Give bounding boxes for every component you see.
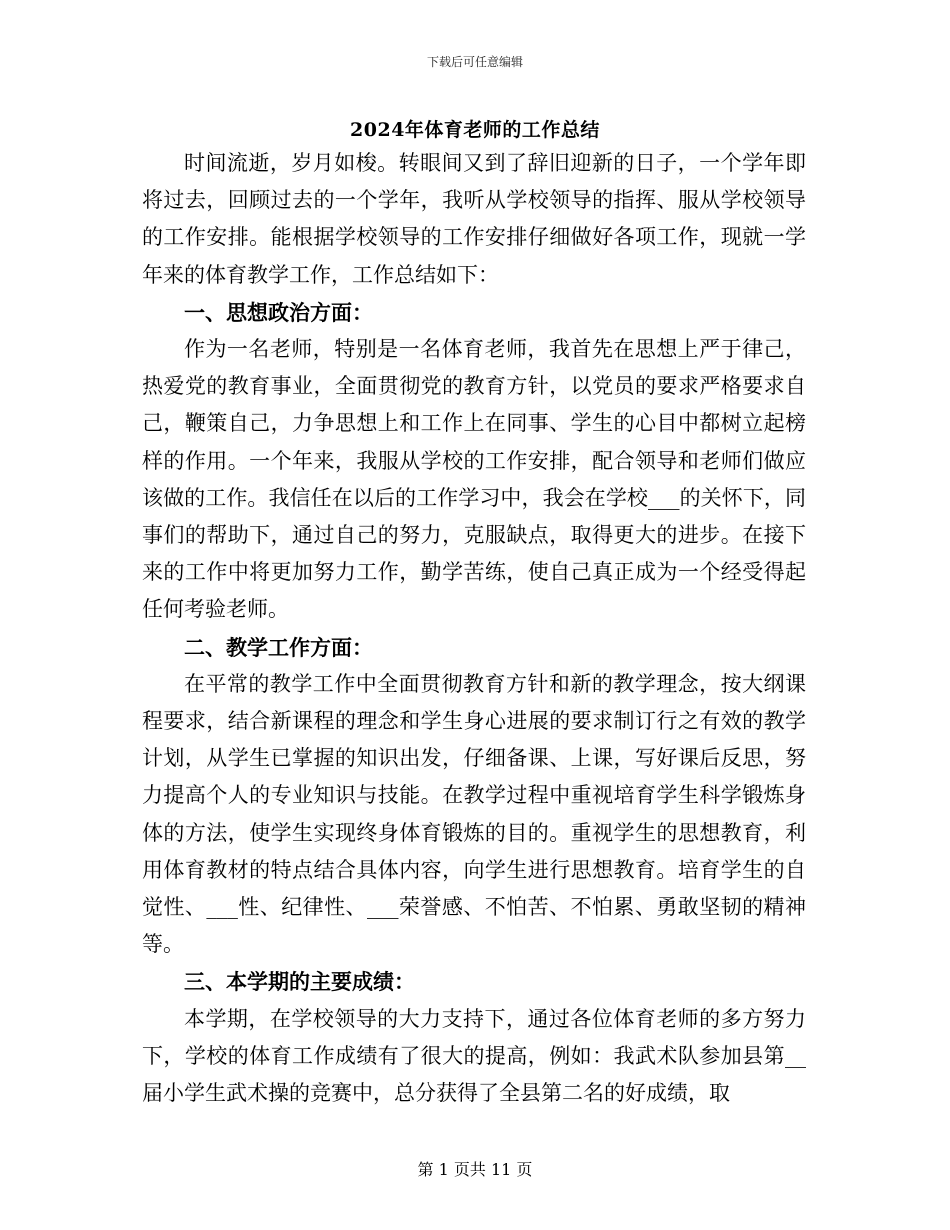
section-heading-politics: 一、思想政治方面：: [184, 299, 373, 325]
section-heading-teaching: 二、教学工作方面：: [184, 634, 373, 660]
section-paragraph-achievements: 本学期，在学校领导的大力支持下，通过各位体育老师的多方努力下，学校的体育工作成绩有了很大的提高，例如：我武术队参加县第__届小学生武术操的竞赛中，总分获得了全县第二名的好成绩，取: [142, 1006, 806, 1106]
intro-paragraph: 时间流逝，岁月如梭。转眼间又到了辞旧迎新的日子，一个学年即将过去，回顾过去的一个学年，我听从学校领导的指挥、服从学校领导的工作安排。能根据学校领导的工作安排仔细做好各项工作，现就一学年来的体育教学工作，工作总结如下：: [142, 151, 806, 287]
section-paragraph-politics: 作为一名老师，特别是一名体育老师，我首先在思想上严于律己，热爱党的教育事业，全面贯彻党的教育方针，以党员的要求严格要求自己，鞭策自己，力争思想上和工作上在同事、学生的心目中都树立起榜样的作用。一个年来，我服从学校的工作安排，配合领导和老师们做应该做的工作。我信任在以后的工作学习中，我会在学校___的关怀下，同事们的帮助下，通过自己的努力，克服缺点，取得更大的进步。在接下来的工作中将更加努力工作，勤学苦练，使自己真正成为一个经受得起任何考验老师。: [142, 337, 806, 622]
header-note: 下载后可任意编辑: [426, 55, 523, 69]
page-footer: 第 1 页共 11 页: [417, 1160, 533, 1179]
section-heading-achievements: 三、本学期的主要成绩：: [184, 969, 415, 995]
document-body: [142, 145, 806, 1112]
section-paragraph-teaching: 在平常的教学工作中全面贯彻教育方针和新的教学理念，按大纲课程要求，结合新课程的理念和学生身心进展的要求制订行之有效的教学计划，从学生已掌握的知识出发，仔细备课、上课，写好课后反思，努力提高个人的专业知识与技能。在教学过程中重视培育学生科学锻炼身体的方法，使学生实现终身体育锻炼的目的。重视学生的思想教育，利用体育教材的特点结合具体内容，向学生进行思想教育。培育学生的自觉性、___性、纪律性、___荣誉感、不怕苦、不怕累、勇敢坚韧的精神等。: [142, 671, 806, 957]
document-title: 2024年体育老师的工作总结: [350, 119, 600, 141]
